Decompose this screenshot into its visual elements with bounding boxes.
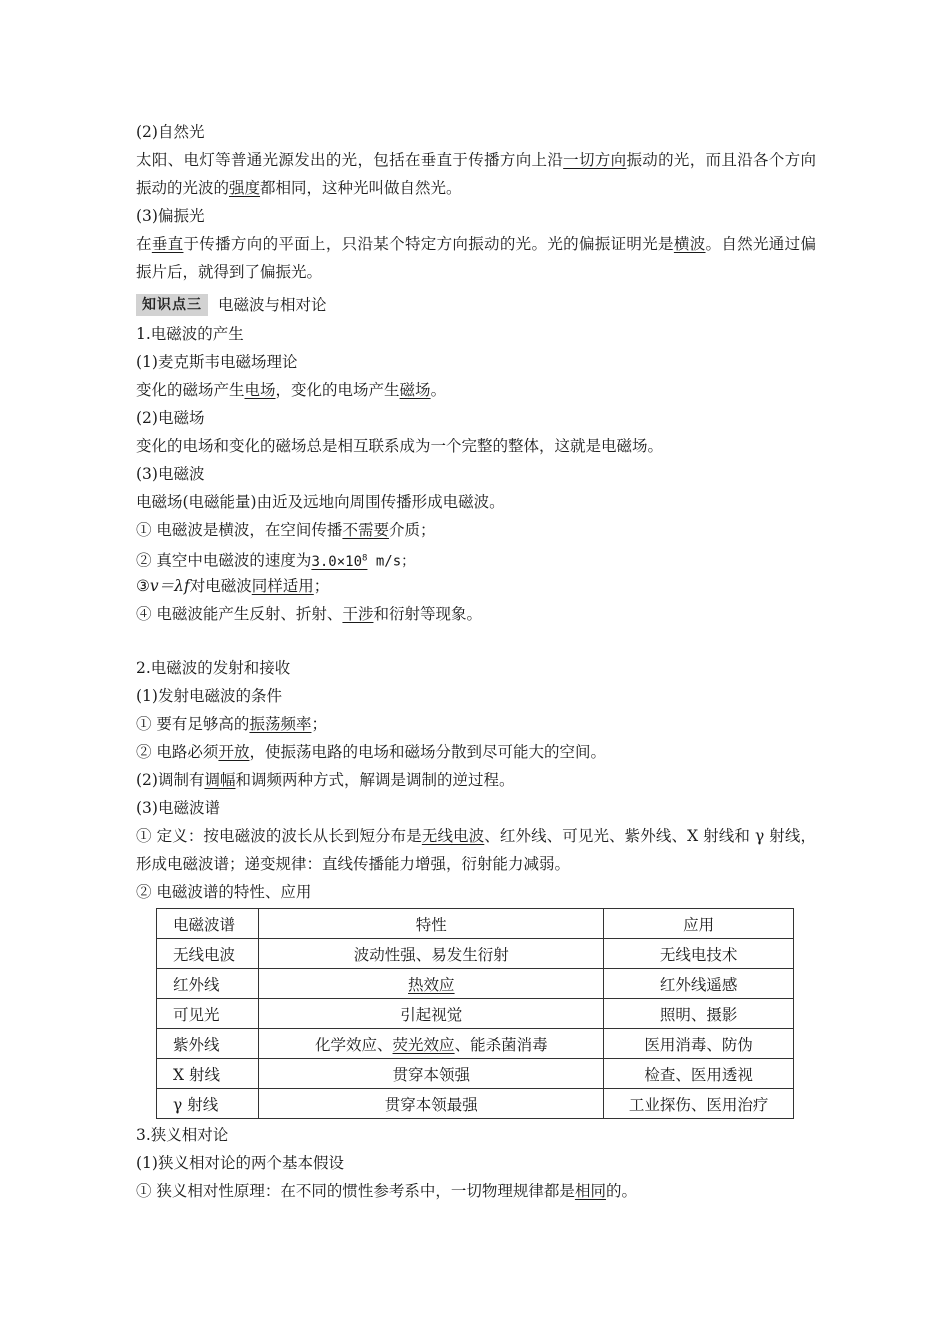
em-wave-text: 电磁场(电磁能量)由近及远地向周围传播形成电磁波。 xyxy=(136,493,505,511)
em-spectrum-properties-heading: ② 电磁波谱的特性、应用 xyxy=(136,883,312,901)
table-header-cell: 应用 xyxy=(604,909,794,939)
blank-answer: 强度 xyxy=(229,179,261,197)
table-header-cell: 特性 xyxy=(259,909,604,939)
section-title: 电磁波与相对论 xyxy=(218,296,327,314)
natural-light-heading: (2)自然光 xyxy=(136,123,205,141)
knowledge-point-badge: 知识点三 xyxy=(136,294,208,316)
blank-answer: $3.0\times 10^8$ xyxy=(311,553,368,570)
natural-light-text: 太阳、电灯等普通光源发出的光，包括在垂直于传播方向上沿一切方向振动的光，而且沿各个方向振动的光波的强度都相同，这种光叫做自然光。 xyxy=(136,151,816,197)
blank-answer: 不需要 xyxy=(342,521,389,539)
blank-answer: 振荡频率 xyxy=(249,715,312,733)
emission-condition-2: ② 电路必须开放，使振荡电路的电场和磁场分散到尽可能大的空间。 xyxy=(136,743,606,761)
em-wave-heading: (3)电磁波 xyxy=(136,465,205,483)
section-header xyxy=(136,288,816,320)
wave-formula: v＝λf xyxy=(149,577,190,595)
maxwell-heading: (1)麦克斯韦电磁场理论 xyxy=(136,353,298,371)
blank-answer: 荧光效应 xyxy=(392,1035,455,1054)
table-row: 无线电波 波动性强、易发生衍射 无线电技术 xyxy=(157,939,794,969)
table-row: 红外线 热效应 红外线遥感 xyxy=(157,969,794,999)
em-wave-item-2: ② 真空中电磁波的速度为$3.0\times 10^8$ m/s； xyxy=(136,551,416,570)
em-wave-item-1: ① 电磁波是横波，在空间传播不需要介质； xyxy=(136,521,436,539)
blank-answer: 干涉 xyxy=(342,605,374,623)
blank-answer: 一切方向 xyxy=(563,151,627,169)
relativity-postulate-1: ① 狭义相对性原理：在不同的惯性参考系中，一切物理规律都是相同的。 xyxy=(136,1182,637,1200)
em-field-heading: (2)电磁场 xyxy=(136,409,205,427)
em-field-text: 变化的电场和变化的磁场总是相互联系成为一个完整的整体，这就是电磁场。 xyxy=(136,437,664,455)
em-spectrum-heading: (3)电磁波谱 xyxy=(136,799,220,817)
table-row: 可见光 引起视觉 照明、摄影 xyxy=(157,999,794,1029)
blank-answer: 无线电波 xyxy=(421,827,485,845)
table-header-cell: 电磁波谱 xyxy=(157,909,259,939)
blank-answer: 磁场 xyxy=(399,381,431,399)
table-header-row xyxy=(157,909,794,939)
table-row: 紫外线 化学效应、荧光效应、能杀菌消毒 医用消毒、防伪 xyxy=(157,1029,794,1059)
maxwell-text: 变化的磁场产生电场，变化的电场产生磁场。 xyxy=(136,381,447,399)
relativity-heading: 3.狭义相对论 xyxy=(136,1126,229,1144)
blank-answer: 同样适用 xyxy=(251,577,314,595)
spacer xyxy=(136,628,816,654)
relativity-postulates-heading: (1)狭义相对论的两个基本假设 xyxy=(136,1154,344,1172)
em-emission-heading: 2.电磁波的发射和接收 xyxy=(136,659,291,677)
emission-condition-1: ① 要有足够高的振荡频率； xyxy=(136,715,327,733)
table-row: γ 射线 贯穿本领最强 工业探伤、医用治疗 xyxy=(157,1089,794,1119)
blank-answer: 电场 xyxy=(244,381,276,399)
polarized-light-heading: (3)偏振光 xyxy=(136,207,205,225)
blank-answer: 横波 xyxy=(673,235,706,253)
blank-answer: 开放 xyxy=(218,743,250,761)
table-row: X 射线 贯穿本领强 检查、医用透视 xyxy=(157,1059,794,1089)
blank-answer: 热效应 xyxy=(408,975,455,994)
modulation-text: (2)调制有调幅和调频两种方式，解调是调制的逆过程。 xyxy=(136,771,515,789)
em-spectrum-definition: ① 定义：按电磁波的波长从长到短分布是无线电波、红外线、可见光、紫外线、X 射线和 γ 射线，形成电磁波谱；递变规律：直线传播能力增强，衍射能力减弱。 xyxy=(136,827,816,873)
em-wave-item-3: ③v＝λf对电磁波同样适用； xyxy=(136,577,330,595)
em-generation-heading: 1.电磁波的产生 xyxy=(136,325,244,343)
emission-conditions-heading: (1)发射电磁波的条件 xyxy=(136,687,282,705)
em-wave-item-4: ④ 电磁波能产生反射、折射、干涉和衍射等现象。 xyxy=(136,605,482,623)
em-spectrum-table xyxy=(156,908,794,1119)
blank-answer: 垂直 xyxy=(151,235,184,253)
blank-answer: 相同 xyxy=(574,1182,606,1200)
document-page xyxy=(136,118,816,1205)
blank-answer: 调幅 xyxy=(204,771,236,789)
polarized-light-text: 在垂直于传播方向的平面上，只沿某个特定方向振动的光。光的偏振证明光是横波。自然光通过偏振片后，就得到了偏振光。 xyxy=(136,235,816,281)
